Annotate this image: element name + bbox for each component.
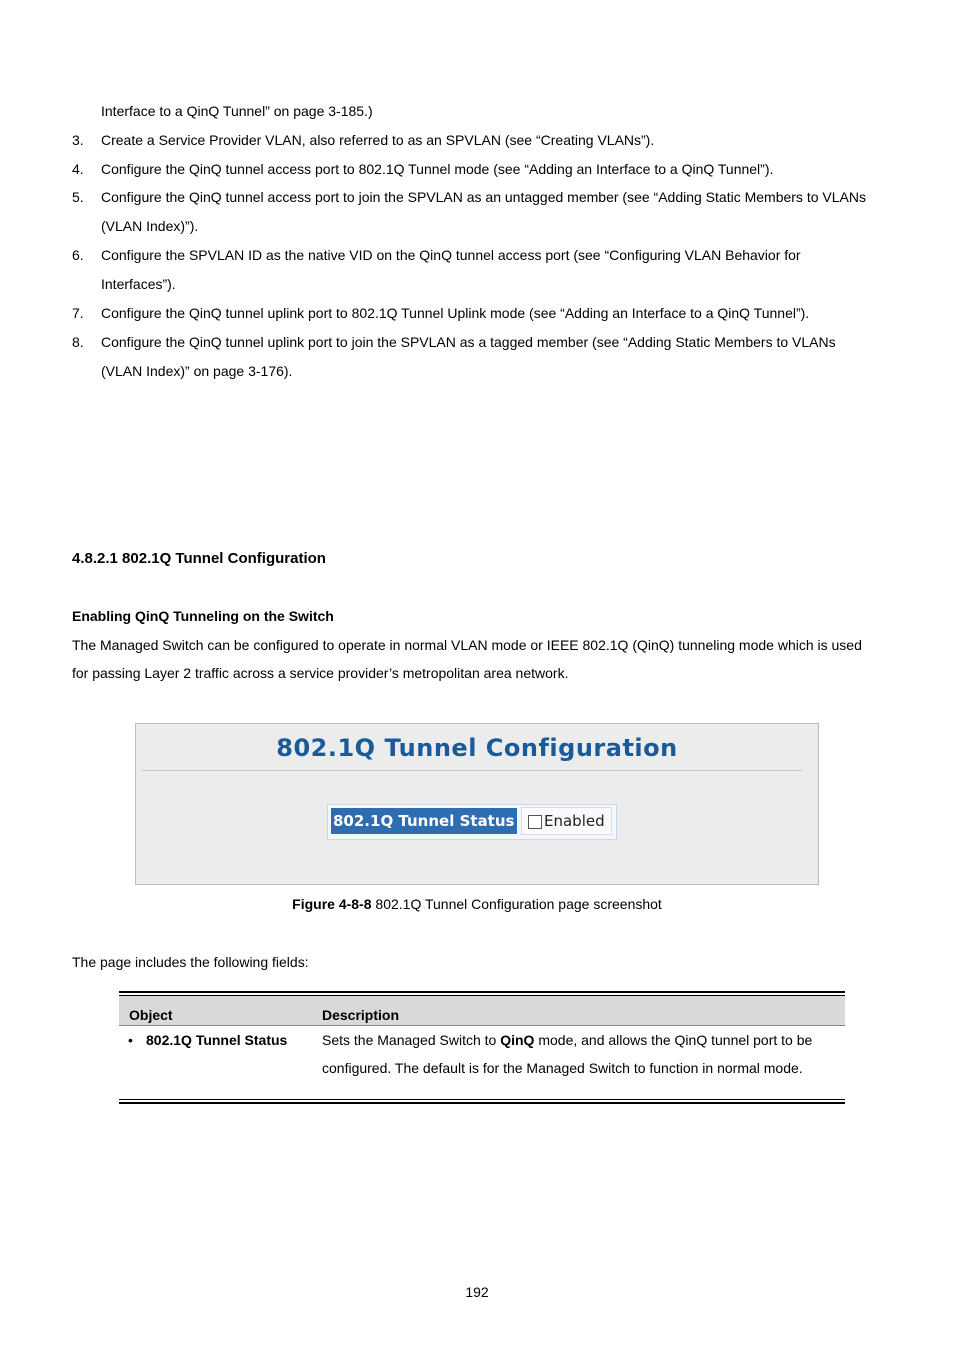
list-item-text: Configure the QinQ tunnel uplink port to 802.1Q Tunnel Uplink mode (see “Adding an Interface to a QinQ Tunnel”).: [101, 305, 810, 321]
list-item-text: Interfaces”).: [101, 276, 176, 292]
list-item-text: (VLAN Index)” on page 3-176).: [101, 363, 293, 379]
fields-intro: The page includes the following fields:: [72, 954, 309, 970]
list-number: 5.: [72, 189, 84, 205]
list-item-text: Configure the SPVLAN ID as the native VID on the QinQ tunnel access port (see “Configuring VLAN Behavior for: [101, 247, 801, 263]
table-bottom-rule: [119, 1099, 845, 1100]
list-item-text: Configure the QinQ tunnel uplink port to join the SPVLAN as a tagged member (see “Adding Static Members to VLANs: [101, 334, 836, 350]
section-heading: 4.8.2.1 802.1Q Tunnel Configuration: [72, 550, 326, 567]
title-divider: [142, 770, 802, 771]
tunnel-status-label: 802.1Q Tunnel Status: [331, 808, 517, 834]
tunnel-config-screenshot: [135, 723, 819, 885]
figure-caption: [0, 896, 954, 913]
figure-label: Figure 4-8-8: [292, 896, 372, 912]
list-number: 7.: [72, 305, 84, 321]
paragraph-line: The Managed Switch can be configured to operate in normal VLAN mode or IEEE 802.1Q (QinQ) tunneling mode which is used: [72, 637, 862, 653]
list-item-text: Configure the QinQ tunnel access port to join the SPVLAN as an untagged member (see “Adding Static Members to VLANs: [101, 189, 866, 205]
header-object: Object: [129, 1007, 173, 1023]
list-number: 6.: [72, 247, 84, 263]
list-item-text: Configure the QinQ tunnel access port to 802.1Q Tunnel mode (see “Adding an Interface to a QinQ Tunnel”).: [101, 161, 774, 177]
row-description-line: configured. The default is for the Managed Switch to function in normal mode.: [322, 1060, 803, 1076]
table-bottom-rule: [119, 1102, 845, 1104]
figure-caption-text: 802.1Q Tunnel Configuration page screenshot: [371, 896, 662, 912]
enabled-checkbox[interactable]: [528, 815, 542, 829]
page-number: 192: [465, 1284, 489, 1300]
list-number: 3.: [72, 132, 84, 148]
header-description: Description: [322, 1007, 400, 1023]
desc-bold: QinQ: [500, 1032, 535, 1048]
paragraph-line: for passing Layer 2 traffic across a service provider’s metropolitan area network.: [72, 665, 569, 681]
desc-text: Sets the Managed Switch to: [322, 1032, 501, 1048]
list-continuation: Interface to a QinQ Tunnel” on page 3-185.): [101, 103, 373, 119]
row-description-line: [322, 1032, 812, 1049]
list-item-text: Create a Service Provider VLAN, also referred to as an SPVLAN (see “Creating VLANs”).: [101, 132, 655, 148]
bullet: •: [128, 1032, 133, 1048]
tunnel-status-row: [327, 804, 617, 840]
list-item-text: (VLAN Index)”).: [101, 218, 199, 234]
table-header-row: [119, 996, 845, 1026]
tunnel-status-cell: [521, 807, 612, 835]
list-number: 8.: [72, 334, 84, 350]
section-subheading: Enabling QinQ Tunneling on the Switch: [72, 608, 334, 624]
table-top-rule: [119, 991, 845, 993]
screenshot-title: 802.1Q Tunnel Configuration: [276, 734, 678, 762]
list-number: 4.: [72, 161, 84, 177]
enabled-checkbox-label[interactable]: Enabled: [544, 812, 605, 830]
row-object: 802.1Q Tunnel Status: [146, 1032, 288, 1048]
desc-text: mode, and allows the QinQ tunnel port to be: [534, 1032, 813, 1048]
